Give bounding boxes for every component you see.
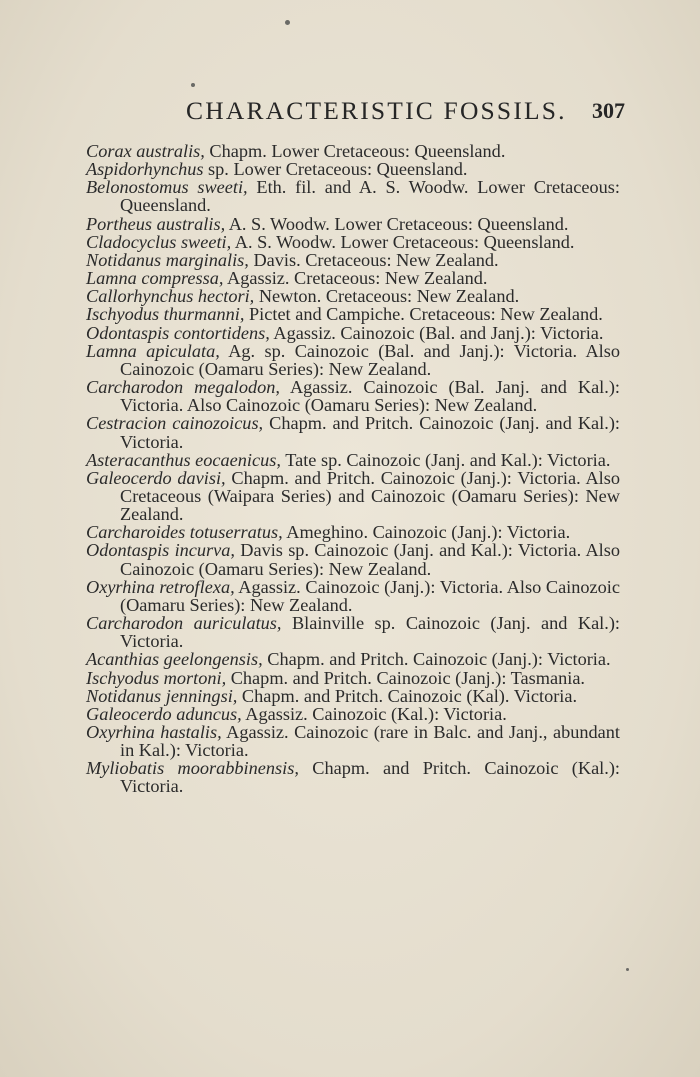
fossil-entry [86, 142, 620, 160]
fossil-entry [86, 342, 620, 378]
entry-details: Chapm. and Pritch. Cainozoic (Janj. and Kal.): Victoria. [120, 413, 620, 452]
fossil-list [86, 142, 620, 796]
species-name: Callorhynchus hectori, [86, 286, 255, 307]
fossil-entry [86, 705, 620, 723]
entry-details: Chapm. and Pritch. Cainozoic (Janj.): Victoria. Also Cretaceous (Waipara Series) and Cainozoic (Oamaru Series): New Zealand. [120, 467, 620, 525]
species-name: Notidanus jenningsi, [86, 685, 238, 706]
fossil-entry [86, 378, 620, 414]
entry-details: Pictet and Campiche. Cretaceous: New Zealand. [244, 304, 603, 325]
ink-speck [626, 968, 629, 971]
fossil-entry [86, 160, 620, 178]
entry-details: Eth. fil. and A. S. Woodw. Lower Cretaceous: Queensland. [120, 177, 620, 216]
fossil-entry [86, 541, 620, 577]
species-name: Odontaspis incurva, [86, 540, 235, 561]
entry-details: sp. Lower Cretaceous: Queensland. [203, 159, 468, 180]
species-name: Odontaspis contortidens, [86, 322, 270, 343]
entry-details: Davis sp. Cainozoic (Janj. and Kal.): Victoria. Also Cainozoic (Oamaru Series): New Zealand. [120, 540, 620, 579]
species-name: Myliobatis moorabbinensis, [86, 758, 299, 779]
species-name: Galeocerdo aduncus, [86, 703, 242, 724]
species-name: Ischyodus mortoni, [86, 667, 227, 688]
fossil-entry [86, 687, 620, 705]
species-name: Oxyrhina retroflexa, [86, 576, 235, 597]
species-name: Galeocerdo davisi, [86, 467, 226, 488]
fossil-entry [86, 469, 620, 523]
species-name: Portheus australis, [86, 213, 226, 234]
entry-details: Agassiz. Cainozoic (Kal.): Victoria. [241, 703, 507, 724]
species-name: Aspidorhynchus [86, 159, 204, 180]
fossil-entry [86, 287, 620, 305]
fossil-entry [86, 650, 620, 668]
fossil-entry [86, 251, 620, 269]
species-name: Oxyrhina hastalis, [86, 722, 222, 742]
species-name: Asteracanthus eocaenicus, [86, 449, 281, 470]
species-name: Lamna apiculata, [86, 340, 220, 361]
species-name: Carcharoides totuserratus, [86, 522, 283, 543]
fossil-entry [86, 614, 620, 650]
species-name: Cladocyclus sweeti, [86, 231, 232, 252]
entry-details: Agassiz. Cainozoic (Bal. and Janj.): Victoria. [269, 322, 604, 343]
running-title: CHARACTERISTIC FOSSILS. [186, 96, 567, 125]
fossil-entry [86, 759, 620, 795]
entry-details: Tate sp. Cainozoic (Janj. and Kal.): Victoria. [280, 449, 611, 470]
fossil-entry [86, 305, 620, 323]
species-name: Carcharodon megalodon, [86, 377, 280, 398]
fossil-entry [86, 215, 620, 233]
fossil-entry [86, 324, 620, 342]
species-name: Cestracion cainozoicus, [86, 413, 264, 434]
species-name: Belonostomus sweeti, [86, 177, 248, 198]
entry-details: Agassiz. Cainozoic (rare in Balc. and Janj., abundant in Kal.): Victoria. [120, 722, 620, 761]
entry-details: Ag. sp. Cainozoic (Bal. and Janj.): Victoria. Also Cainozoic (Oamaru Series): New Zealand. [120, 340, 620, 379]
entry-details: Agassiz. Cretaceous: New Zealand. [223, 268, 488, 289]
species-name: Carcharodon auriculatus, [86, 613, 282, 634]
fossil-entry [86, 269, 620, 287]
entry-details: Chapm. and Pritch. Cainozoic (Kal). Victoria. [237, 685, 578, 706]
fossil-entry [86, 451, 620, 469]
entry-details: Blainville sp. Cainozoic (Janj. and Kal.): Victoria. [120, 613, 620, 652]
fossil-entry [86, 233, 620, 251]
page-header [0, 96, 700, 136]
fossil-entry [86, 414, 620, 450]
species-name: Ischyodus thurmanni, [86, 304, 245, 325]
entry-details: Agassiz. Cainozoic (Bal. Janj. and Kal.): Victoria. Also Cainozoic (Oamaru Series): New Zealand. [120, 377, 621, 416]
entry-details: Chapm. Lower Cretaceous: Queensland. [204, 141, 506, 161]
page-number: 307 [592, 98, 625, 123]
entry-details: Chapm. and Pritch. Cainozoic (Kal.): Victoria. [120, 758, 621, 797]
fossil-entry [86, 578, 620, 614]
fossil-entry [86, 669, 620, 687]
entry-details: Davis. Cretaceous: New Zealand. [248, 249, 499, 270]
entry-details: Newton. Cretaceous: New Zealand. [254, 286, 520, 307]
entry-details: Agassiz. Cainozoic (Janj.): Victoria. Also Cainozoic (Oamaru Series): New Zealand. [120, 576, 620, 615]
fossil-entry [86, 523, 620, 541]
species-name: Corax australis, [86, 141, 205, 161]
ink-speck [191, 83, 195, 87]
fossil-entry [86, 723, 620, 759]
entry-details: A. S. Woodw. Lower Cretaceous: Queensland. [231, 231, 575, 252]
ink-speck [285, 20, 290, 25]
species-name: Acanthias geelongensis, [86, 649, 263, 670]
entry-details: Chapm. and Pritch. Cainozoic (Janj.): Tasmania. [226, 667, 586, 688]
entry-details: A. S. Woodw. Lower Cretaceous: Queensland. [225, 213, 569, 234]
species-name: Lamna compressa, [86, 268, 224, 289]
fossil-entry [86, 178, 620, 214]
species-name: Notidanus marginalis, [86, 249, 249, 270]
entry-details: Chapm. and Pritch. Cainozoic (Janj.): Victoria. [262, 649, 611, 670]
entry-details: Ameghino. Cainozoic (Janj.): Victoria. [282, 522, 571, 543]
